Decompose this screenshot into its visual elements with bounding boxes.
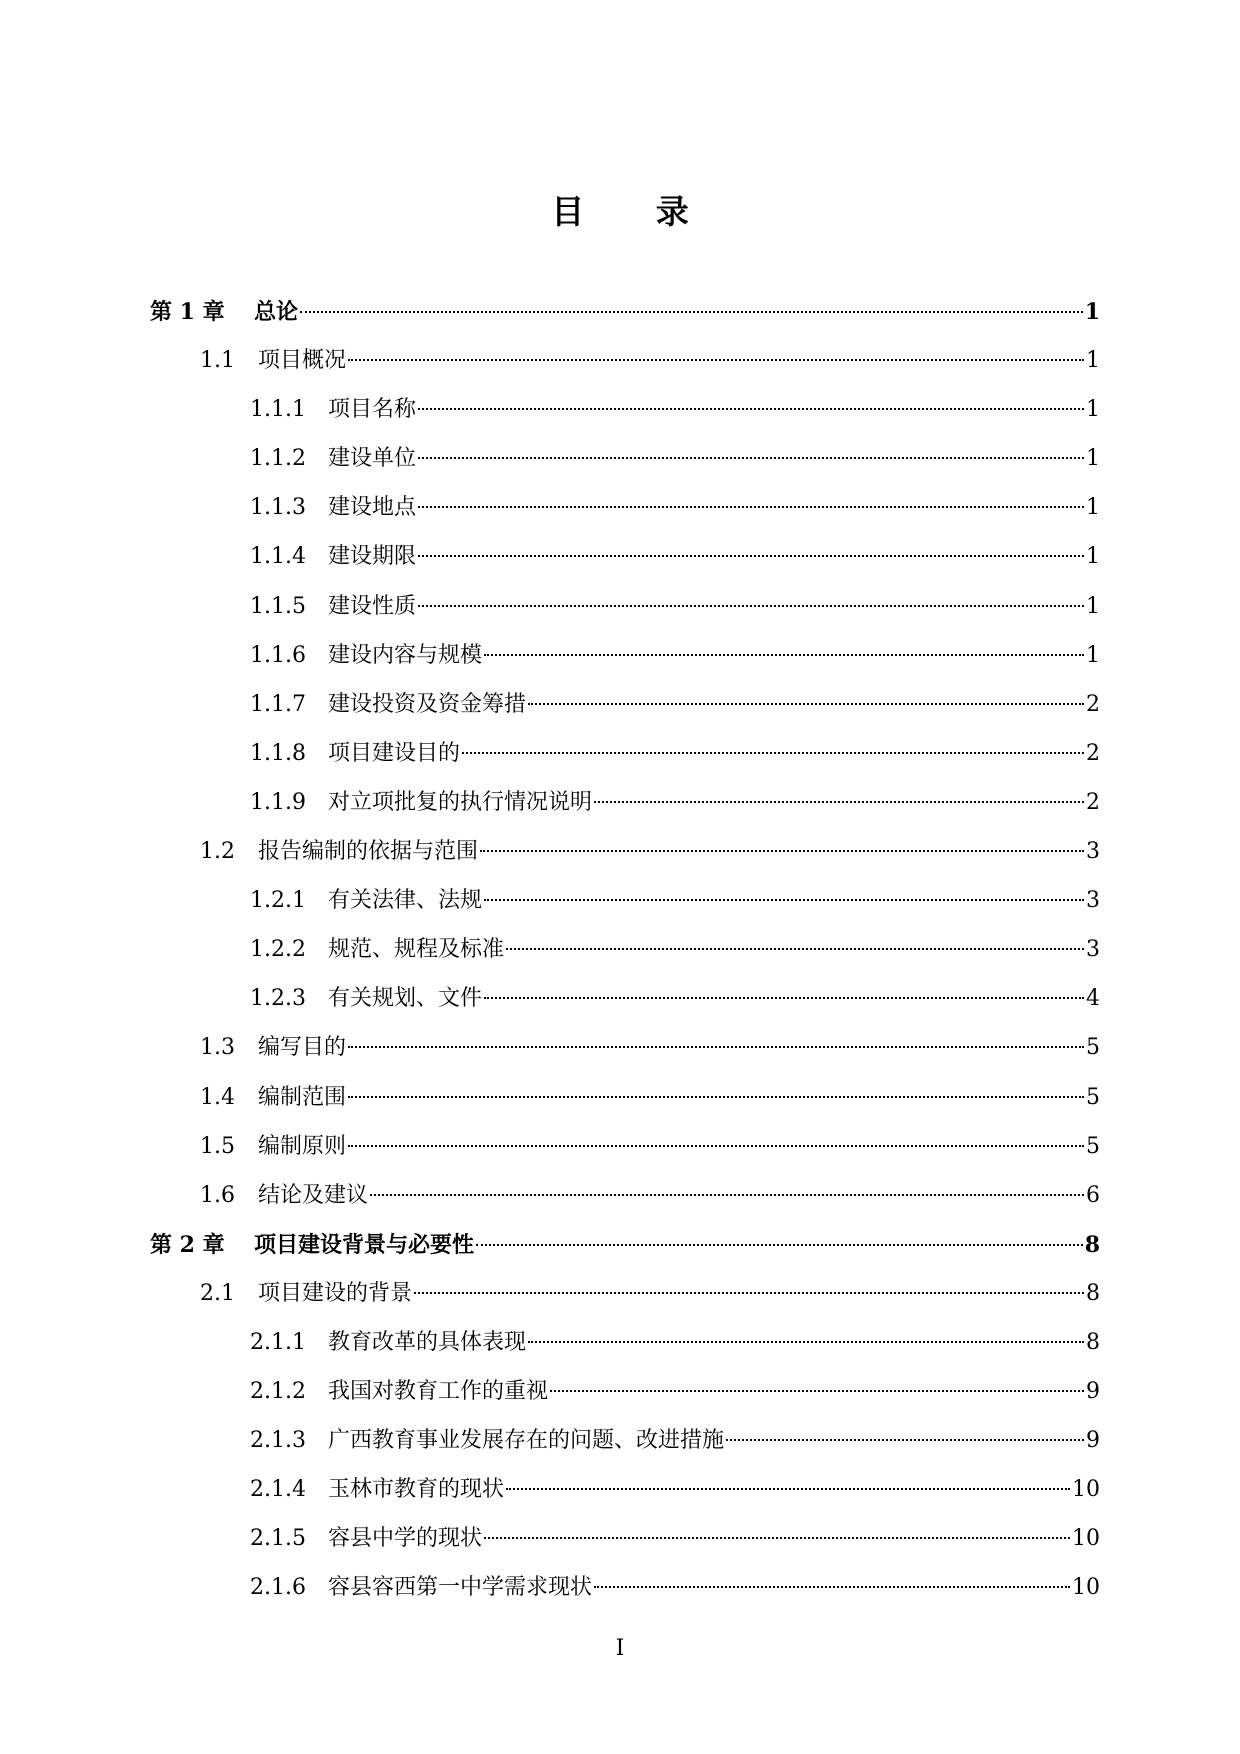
toc-entry-number: 1.2 [200,839,235,865]
toc-entry-page: 1 [1086,642,1100,668]
toc-entry-title: 结论及建议 [258,1182,369,1208]
dot-leader [506,948,1084,950]
toc-entry-title: 教育改革的具体表现 [328,1329,527,1355]
dot-leader [418,555,1084,557]
toc-entry-number: 1.6 [200,1182,235,1208]
toc-entry-page: 2 [1086,789,1100,815]
toc-entry[interactable] [150,734,1100,783]
toc-entry[interactable] [150,1274,1100,1323]
dot-leader [528,1341,1084,1343]
toc-entry[interactable] [150,488,1100,537]
toc-entry[interactable] [150,881,1100,930]
toc-entry-number: 1.1.9 [250,789,306,815]
dot-leader [348,1145,1084,1147]
toc-entry[interactable] [150,390,1100,439]
dot-leader [484,654,1084,656]
toc-entry-page: 2 [1086,691,1100,717]
toc-entry-title: 项目建设背景与必要性 [254,1231,475,1258]
toc-entry[interactable] [150,832,1100,881]
toc-entry-page: 8 [1084,1231,1100,1258]
toc-entry-page: 1 [1086,593,1100,619]
toc-entry-number: 2.1.4 [250,1477,306,1503]
toc-entry-number: 第 1 章 [150,299,225,325]
table-of-contents [150,292,1100,1618]
toc-entry-title: 报告编制的依据与范围 [258,839,479,865]
toc-entry-page: 1 [1086,348,1100,374]
dot-leader [726,1439,1084,1441]
dot-leader [348,1096,1084,1098]
dot-leader [528,703,1084,705]
toc-entry[interactable] [150,979,1100,1028]
toc-entry-title: 建设单位 [328,446,417,472]
toc-entry-number: 1.1.2 [250,446,306,472]
toc-entry-title: 规范、规程及标准 [328,937,505,963]
toc-entry[interactable] [150,292,1100,341]
toc-entry-number: 1.5 [200,1133,235,1159]
dot-leader [418,457,1084,459]
dot-leader [348,359,1084,361]
toc-entry-number: 1.3 [200,1035,235,1061]
toc-entry-page: 1 [1086,495,1100,521]
toc-entry-title: 建设内容与规模 [328,642,483,668]
toc-entry-title: 有关规划、文件 [328,986,483,1012]
dot-leader [480,850,1084,852]
toc-entry-page: 5 [1086,1133,1100,1159]
toc-entry[interactable] [150,783,1100,832]
toc-entry-page: 9 [1086,1379,1100,1405]
toc-entry-page: 3 [1086,888,1100,914]
toc-entry-page: 1 [1084,299,1100,325]
toc-entry-page: 1 [1086,446,1100,472]
dot-leader [484,899,1084,901]
toc-entry-number: 1.1.7 [250,691,306,717]
toc-entry-number: 1.1.3 [250,495,306,521]
toc-entry-number: 第 2 章 [150,1231,225,1258]
toc-entry-title: 广西教育事业发展存在的问题、改进措施 [328,1428,725,1454]
toc-entry-page: 4 [1086,986,1100,1012]
toc-entry-title: 项目名称 [328,397,417,423]
toc-entry-page: 5 [1086,1084,1100,1110]
toc-entry[interactable] [150,1028,1100,1077]
toc-entry-title: 我国对教育工作的重视 [328,1379,549,1405]
toc-entry-page: 6 [1086,1182,1100,1208]
toc-entry-title: 项目建设目的 [328,740,461,766]
toc-entry[interactable] [150,439,1100,488]
toc-entry-title: 有关法律、法规 [328,888,483,914]
toc-entry-number: 1.2.2 [250,937,306,963]
dot-leader [418,408,1084,410]
toc-entry-number: 2.1.3 [250,1428,306,1454]
toc-entry-title: 建设投资及资金筹措 [328,691,527,717]
toc-entry-title: 编写目的 [258,1035,347,1061]
dot-leader [506,1488,1070,1490]
toc-entry-title: 对立项批复的执行情况说明 [328,789,593,815]
toc-entry-number: 2.1.1 [250,1329,306,1355]
toc-entry[interactable] [150,537,1100,586]
toc-entry-page: 2 [1086,740,1100,766]
toc-entry-number: 1.1.4 [250,544,306,570]
toc-entry-number: 2.1.6 [250,1575,306,1601]
toc-entry[interactable] [150,1225,1100,1274]
toc-entry-title: 项目建设的背景 [258,1280,413,1306]
toc-entry-page: 9 [1086,1428,1100,1454]
toc-entry-number: 1.1.1 [250,397,306,423]
dot-leader [550,1390,1084,1392]
dot-leader [370,1194,1084,1196]
toc-entry[interactable] [150,636,1100,685]
toc-entry[interactable] [150,1470,1100,1519]
toc-entry-number: 1.1.6 [250,642,306,668]
dot-leader [462,752,1084,754]
toc-entry-page: 10 [1072,1575,1100,1601]
dot-leader [418,605,1084,607]
dot-leader [484,997,1084,999]
toc-entry-page: 10 [1072,1526,1100,1552]
toc-entry-page: 8 [1086,1280,1100,1306]
toc-entry-title: 容县容西第一中学需求现状 [328,1575,593,1601]
toc-entry-title: 总论 [254,299,299,325]
toc-entry-page: 10 [1072,1477,1100,1503]
toc-entry[interactable] [150,1519,1100,1568]
toc-entry-number: 2.1.2 [250,1379,306,1405]
toc-entry-title: 建设性质 [328,593,417,619]
toc-entry[interactable] [150,1127,1100,1176]
toc-entry-number: 1.4 [200,1084,235,1110]
toc-entry-number: 2.1.5 [250,1526,306,1552]
toc-entry-number: 1.2.1 [250,888,306,914]
toc-entry[interactable] [150,587,1100,636]
toc-entry-page: 1 [1086,397,1100,423]
toc-entry-title: 编制范围 [258,1084,347,1110]
toc-entry[interactable] [150,1568,1100,1617]
dot-leader [418,506,1084,508]
toc-entry-number: 1.2.3 [250,986,306,1012]
toc-entry[interactable] [150,1176,1100,1225]
toc-entry-title: 玉林市教育的现状 [328,1477,505,1503]
dot-leader [300,311,1083,313]
toc-entry-number: 2.1 [200,1280,235,1306]
dot-leader [594,801,1084,803]
toc-entry[interactable] [150,1078,1100,1127]
toc-entry[interactable] [150,1372,1100,1421]
dot-leader [476,1244,1083,1246]
page-number: I [615,1636,625,1661]
toc-entry-title: 容县中学的现状 [328,1526,483,1552]
toc-entry[interactable] [150,930,1100,979]
toc-entry-title: 建设地点 [328,495,417,521]
toc-entry-page: 3 [1086,937,1100,963]
dot-leader [484,1537,1070,1539]
toc-entry-page: 3 [1086,839,1100,865]
dot-leader [414,1292,1084,1294]
toc-entry-page: 5 [1086,1035,1100,1061]
toc-entry-page: 8 [1086,1329,1100,1355]
toc-entry-page: 1 [1086,544,1100,570]
page-title: 目 录 [551,192,719,231]
toc-entry[interactable] [150,1421,1100,1470]
toc-entry[interactable] [150,1323,1100,1372]
toc-entry[interactable] [150,341,1100,390]
toc-entry-number: 1.1.8 [250,740,306,766]
dot-leader [348,1046,1084,1048]
dot-leader [594,1586,1070,1588]
toc-entry[interactable] [150,685,1100,734]
toc-entry-title: 建设期限 [328,544,417,570]
toc-entry-title: 编制原则 [258,1133,347,1159]
toc-entry-title: 项目概况 [258,348,347,374]
toc-entry-number: 1.1.5 [250,593,306,619]
toc-entry-number: 1.1 [200,348,235,374]
